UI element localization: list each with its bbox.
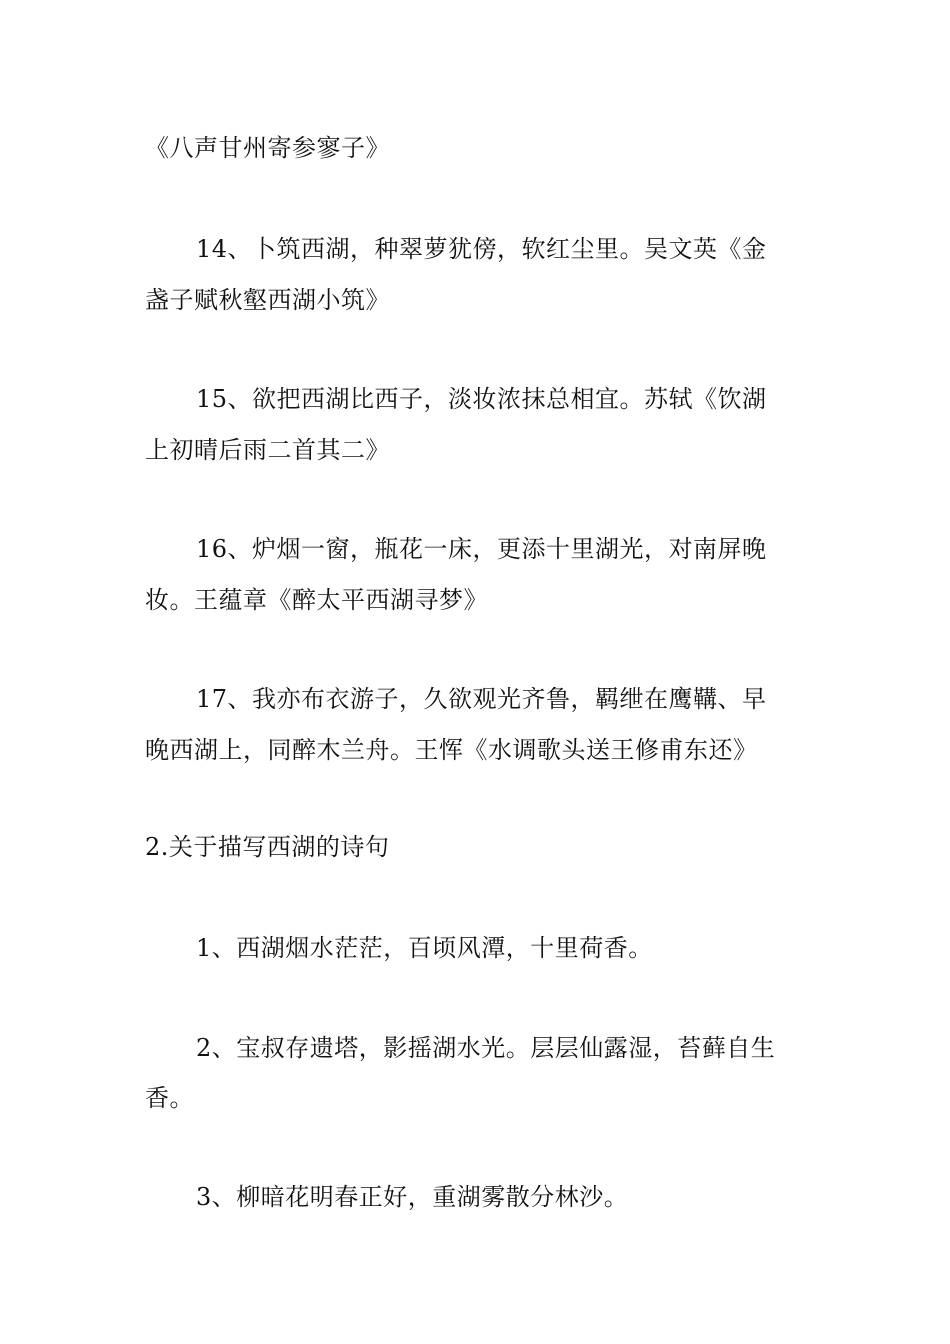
item-17-line-1: 17、我亦布衣游子，久欲观光齐鲁，羁绁在鹰鞲、早	[196, 685, 767, 713]
section-heading: 2.关于描写西湖的诗句	[145, 833, 390, 861]
item-15-line-2: 上初晴后雨二首其二》	[145, 436, 390, 464]
item-16-line-2: 妆。王蕴章《醉太平西湖寻梦》	[145, 586, 488, 614]
item-17-line-2: 晚西湖上，同醉木兰舟。王恽《水调歌头送王修甫东还》	[145, 736, 758, 764]
item-14-line-2: 盏子赋秋壑西湖小筑》	[145, 286, 390, 314]
poem-2-line-2: 香。	[145, 1084, 194, 1112]
title-continuation: 《八声甘州寄参寥子》	[145, 134, 390, 162]
poem-3-line: 3、柳暗花明春正好，重湖雾散分林沙。	[196, 1183, 629, 1211]
poem-2-line-1: 2、宝叔存遗塔，影摇湖水光。层层仙露湿，苔藓自生	[196, 1034, 776, 1062]
item-14-line-1: 14、卜筑西湖，种翠萝犹傍，软红尘里。吴文英《金	[196, 235, 767, 263]
item-16-line-1: 16、炉烟一窗，瓶花一床，更添十里湖光，对南屏晚	[196, 535, 767, 563]
item-15-line-1: 15、欲把西湖比西子，淡妆浓抹总相宜。苏轼《饮湖	[196, 385, 767, 413]
poem-1-line: 1、西湖烟水茫茫，百顷风潭，十里荷香。	[196, 934, 653, 962]
